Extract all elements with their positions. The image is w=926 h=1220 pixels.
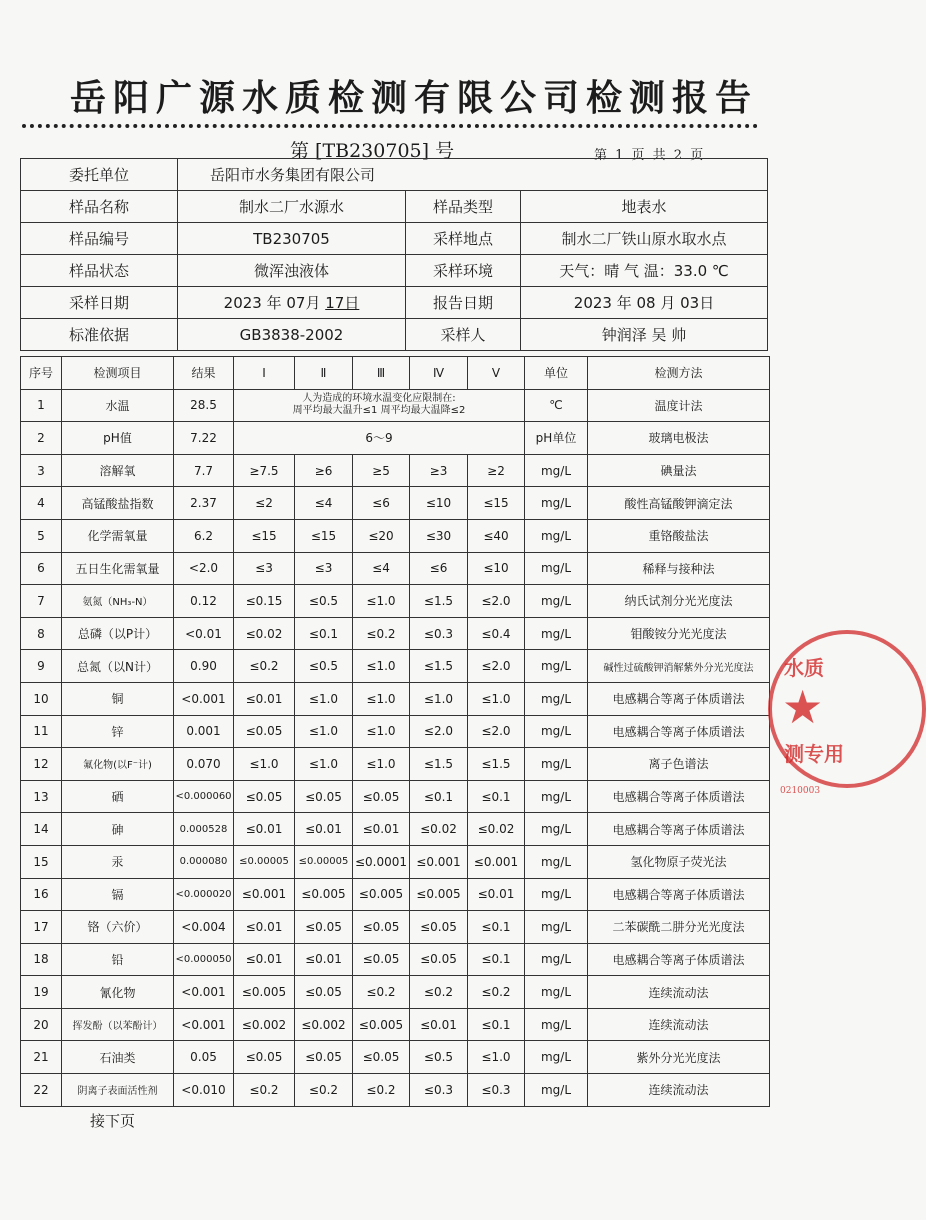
sample-name-label: 样品名称	[21, 191, 178, 223]
env-value: 天气：晴 气 温：33.0 ℃	[521, 255, 768, 287]
limit-class-5: ≤2.0	[468, 585, 525, 618]
limit-class-3: ≤4	[353, 552, 410, 585]
unit: mg/L	[525, 682, 588, 715]
table-row	[21, 650, 770, 683]
limit-class-2: ≤0.00005	[295, 845, 353, 878]
test-item: 溶解氧	[62, 454, 174, 487]
col-header: 检测项目	[62, 357, 174, 390]
limit-class-2: ≤0.1	[295, 617, 353, 650]
test-result: <0.000060	[174, 780, 234, 813]
table-row	[21, 976, 770, 1009]
limit-class-5: ≤0.1	[468, 1008, 525, 1041]
limit-class-1: ≤0.01	[234, 943, 295, 976]
test-method: 酸性高锰酸钾滴定法	[588, 487, 770, 520]
limit-class-2: ≤0.005	[295, 878, 353, 911]
col-header: Ⅰ	[234, 357, 295, 390]
limit-class-2: ≤0.01	[295, 943, 353, 976]
limit-class-1: ≥7.5	[234, 454, 295, 487]
test-item: 总氮（以N计）	[62, 650, 174, 683]
table-row	[21, 1074, 770, 1107]
unit: mg/L	[525, 1041, 588, 1074]
limit-class-5: ≤0.01	[468, 878, 525, 911]
limit-class-5: ≥2	[468, 454, 525, 487]
unit: mg/L	[525, 976, 588, 1009]
test-method: 连续流动法	[588, 976, 770, 1009]
sampler-label: 采样人	[406, 319, 521, 351]
table-row	[21, 682, 770, 715]
test-result: <0.000020	[174, 878, 234, 911]
col-header: 检测方法	[588, 357, 770, 390]
limit-class-5: ≤15	[468, 487, 525, 520]
test-item: 石油类	[62, 1041, 174, 1074]
test-method: 氢化物原子荧光法	[588, 845, 770, 878]
limit-class-4: ≤0.05	[410, 943, 468, 976]
limit-class-5: ≤0.001	[468, 845, 525, 878]
limit-class-5: ≤1.0	[468, 682, 525, 715]
limit-class-5: ≤10	[468, 552, 525, 585]
col-header: Ⅲ	[353, 357, 410, 390]
limit-class-1: ≤0.005	[234, 976, 295, 1009]
table-row	[21, 1008, 770, 1041]
test-method: 温度计法	[588, 389, 770, 422]
official-seal	[768, 630, 926, 796]
test-method: 电感耦合等离子体质谱法	[588, 813, 770, 846]
test-method: 电感耦合等离子体质谱法	[588, 715, 770, 748]
test-method: 碱性过硫酸钾消解紫外分光光度法	[588, 650, 770, 683]
unit: mg/L	[525, 650, 588, 683]
limit-class-1: ≤0.01	[234, 813, 295, 846]
limit-class-2: ≤0.05	[295, 976, 353, 1009]
report-title: 岳阳广源水质检测有限公司检测报告	[69, 78, 758, 119]
table-row	[21, 813, 770, 846]
limit-class-2: ≤0.002	[295, 1008, 353, 1041]
limit-class-1: ≤15	[234, 519, 295, 552]
row-number: 8	[21, 617, 62, 650]
limit-class-4: ≤10	[410, 487, 468, 520]
test-result: 0.001	[174, 715, 234, 748]
limit-class-3: ≤0.2	[353, 976, 410, 1009]
header-row-state	[21, 255, 768, 287]
test-item: 五日生化需氧量	[62, 552, 174, 585]
limit-class-2: ≤0.05	[295, 911, 353, 944]
limit-class-4: ≤0.001	[410, 845, 468, 878]
seal-code: 0210003	[780, 786, 821, 796]
test-result: 0.05	[174, 1041, 234, 1074]
location-value: 制水二厂铁山原水取水点	[521, 223, 768, 255]
table-row	[21, 552, 770, 585]
test-item: 挥发酚（以苯酚计）	[62, 1008, 174, 1041]
unit: mg/L	[525, 617, 588, 650]
unit: mg/L	[525, 519, 588, 552]
test-result: 0.90	[174, 650, 234, 683]
col-header: Ⅴ	[468, 357, 525, 390]
limit-class-1: ≤2	[234, 487, 295, 520]
row-number: 20	[21, 1008, 62, 1041]
limit-class-3: ≥5	[353, 454, 410, 487]
test-method: 电感耦合等离子体质谱法	[588, 682, 770, 715]
limit-class-4: ≥3	[410, 454, 468, 487]
limit-class-1: ≤0.15	[234, 585, 295, 618]
test-item: 阴离子表面活性剂	[62, 1074, 174, 1107]
test-result: <0.001	[174, 976, 234, 1009]
limit-class-2: ≤1.0	[295, 682, 353, 715]
test-item: 镉	[62, 878, 174, 911]
limit-class-1: ≤0.001	[234, 878, 295, 911]
unit: mg/L	[525, 813, 588, 846]
limit-class-1: ≤0.00005	[234, 845, 295, 878]
limit-class-1: ≤3	[234, 552, 295, 585]
col-header: 单位	[525, 357, 588, 390]
test-method: 重铬酸盐法	[588, 519, 770, 552]
test-result: <0.004	[174, 911, 234, 944]
header-row-sample-name	[21, 191, 768, 223]
limit-class-3: ≤0.2	[353, 1074, 410, 1107]
table-row	[21, 911, 770, 944]
limit-class-4: ≤0.1	[410, 780, 468, 813]
results-table	[20, 356, 770, 1107]
env-label: 采样环境	[406, 255, 521, 287]
row-number: 22	[21, 1074, 62, 1107]
limit-class-3: ≤0.2	[353, 617, 410, 650]
limit-class-2: ≤1.0	[295, 715, 353, 748]
limit-class-4: ≤0.01	[410, 1008, 468, 1041]
test-method: 离子色谱法	[588, 748, 770, 781]
unit: mg/L	[525, 748, 588, 781]
limit-class-3: ≤1.0	[353, 715, 410, 748]
unit: mg/L	[525, 715, 588, 748]
row-number: 1	[21, 389, 62, 422]
limit-class-3: ≤6	[353, 487, 410, 520]
limit-class-4: ≤1.5	[410, 650, 468, 683]
limit-class-3: ≤0.01	[353, 813, 410, 846]
test-item: 铅	[62, 943, 174, 976]
limit-class-3: ≤0.0001	[353, 845, 410, 878]
limit-class-2: ≤0.05	[295, 1041, 353, 1074]
row-number: 14	[21, 813, 62, 846]
row-number: 11	[21, 715, 62, 748]
date-label: 采样日期	[21, 287, 178, 319]
limit-class-2: ≤15	[295, 519, 353, 552]
row-number: 15	[21, 845, 62, 878]
date-value-prefix: 2023 年 07月	[223, 294, 326, 312]
test-result: 0.000080	[174, 845, 234, 878]
limit-class-2: ≤1.0	[295, 748, 353, 781]
col-header: 结果	[174, 357, 234, 390]
test-item: pH值	[62, 422, 174, 455]
table-row	[21, 519, 770, 552]
limit-class-2: ≤0.5	[295, 585, 353, 618]
test-result: <0.000050	[174, 943, 234, 976]
row-number: 17	[21, 911, 62, 944]
row-number: 9	[21, 650, 62, 683]
unit: mg/L	[525, 911, 588, 944]
row-number: 19	[21, 976, 62, 1009]
header-row-client	[21, 159, 768, 191]
test-method: 钼酸铵分光光度法	[588, 617, 770, 650]
limit-class-4: ≤0.05	[410, 911, 468, 944]
limit-class-4: ≤1.5	[410, 748, 468, 781]
test-item: 氟化物(以F⁻计)	[62, 748, 174, 781]
test-result: 0.12	[174, 585, 234, 618]
limit-class-5: ≤0.3	[468, 1074, 525, 1107]
limit-class-5: ≤1.5	[468, 748, 525, 781]
table-row	[21, 748, 770, 781]
test-result: 0.070	[174, 748, 234, 781]
row-number: 16	[21, 878, 62, 911]
row-number: 13	[21, 780, 62, 813]
location-label: 采样地点	[406, 223, 521, 255]
row-number: 3	[21, 454, 62, 487]
results-header-row	[21, 357, 770, 390]
limit-class-1: ≤0.01	[234, 682, 295, 715]
table-row	[21, 487, 770, 520]
page-info: 第 1 页 共 2 页	[594, 148, 704, 163]
limit-range: 6～9	[234, 422, 525, 455]
test-result: 0.000528	[174, 813, 234, 846]
test-item: 铬（六价）	[62, 911, 174, 944]
test-method: 紫外分光光度法	[588, 1041, 770, 1074]
test-item: 总磷（以P计）	[62, 617, 174, 650]
table-row	[21, 585, 770, 618]
row-number: 2	[21, 422, 62, 455]
test-result: 7.22	[174, 422, 234, 455]
sample-no-label: 样品编号	[21, 223, 178, 255]
limit-class-1: ≤0.002	[234, 1008, 295, 1041]
test-method: 电感耦合等离子体质谱法	[588, 943, 770, 976]
sample-no-value: TB230705	[178, 223, 406, 255]
row-number: 12	[21, 748, 62, 781]
test-item: 化学需氧量	[62, 519, 174, 552]
header-row-sample-no	[21, 223, 768, 255]
limit-class-1: ≤0.01	[234, 911, 295, 944]
table-row	[21, 1041, 770, 1074]
limit-class-2: ≤0.2	[295, 1074, 353, 1107]
test-item: 汞	[62, 845, 174, 878]
col-header: 序号	[21, 357, 62, 390]
test-method: 连续流动法	[588, 1008, 770, 1041]
limit-note: 人为造成的环境水温变化应限制在: 周平均最大温升≤1 周平均最大温降≤2	[234, 389, 525, 422]
limit-class-5: ≤0.1	[468, 911, 525, 944]
unit: mg/L	[525, 454, 588, 487]
state-label: 样品状态	[21, 255, 178, 287]
limit-class-4: ≤0.5	[410, 1041, 468, 1074]
test-result: <0.001	[174, 682, 234, 715]
limit-class-1: ≤1.0	[234, 748, 295, 781]
date-value	[178, 287, 406, 319]
limit-class-1: ≤0.02	[234, 617, 295, 650]
limit-class-5: ≤0.2	[468, 976, 525, 1009]
report-number: 第 [TB230705] 号	[290, 140, 455, 162]
test-result: <0.01	[174, 617, 234, 650]
col-header: Ⅱ	[295, 357, 353, 390]
test-item: 水温	[62, 389, 174, 422]
test-result: 2.37	[174, 487, 234, 520]
header-row-standard	[21, 319, 768, 351]
seal-text-top: 水质	[784, 656, 824, 680]
limit-class-1: ≤0.05	[234, 780, 295, 813]
table-row	[21, 422, 770, 455]
limit-class-5: ≤0.02	[468, 813, 525, 846]
test-item: 硒	[62, 780, 174, 813]
limit-class-2: ≤4	[295, 487, 353, 520]
header-row-date	[21, 287, 768, 319]
continued-note: 接下页	[90, 1112, 136, 1130]
row-number: 7	[21, 585, 62, 618]
limit-class-3: ≤0.005	[353, 1008, 410, 1041]
limit-class-4: ≤1.0	[410, 682, 468, 715]
row-number: 6	[21, 552, 62, 585]
unit: mg/L	[525, 780, 588, 813]
table-row	[21, 943, 770, 976]
limit-class-5: ≤0.1	[468, 780, 525, 813]
row-number: 21	[21, 1041, 62, 1074]
limit-class-4: ≤1.5	[410, 585, 468, 618]
test-result: 7.7	[174, 454, 234, 487]
sample-type-label: 样品类型	[406, 191, 521, 223]
unit: mg/L	[525, 552, 588, 585]
date-value-day: 17日	[325, 294, 360, 312]
limit-class-3: ≤0.005	[353, 878, 410, 911]
test-item: 高锰酸盐指数	[62, 487, 174, 520]
unit: mg/L	[525, 1074, 588, 1107]
standard-value: GB3838-2002	[178, 319, 406, 351]
table-row	[21, 617, 770, 650]
unit: mg/L	[525, 845, 588, 878]
limit-class-4: ≤2.0	[410, 715, 468, 748]
limit-class-5: ≤0.4	[468, 617, 525, 650]
limit-class-3: ≤1.0	[353, 585, 410, 618]
unit: ℃	[525, 389, 588, 422]
limit-class-1: ≤0.2	[234, 1074, 295, 1107]
test-item: 锌	[62, 715, 174, 748]
client-value: 岳阳市水务集团有限公司	[178, 159, 768, 191]
test-method: 二苯碳酰二肼分光光度法	[588, 911, 770, 944]
row-number: 10	[21, 682, 62, 715]
limit-class-2: ≤0.01	[295, 813, 353, 846]
unit: pH单位	[525, 422, 588, 455]
limit-class-2: ≤3	[295, 552, 353, 585]
test-method: 连续流动法	[588, 1074, 770, 1107]
test-result: 28.5	[174, 389, 234, 422]
table-row	[21, 878, 770, 911]
standard-label: 标准依据	[21, 319, 178, 351]
limit-class-3: ≤0.05	[353, 911, 410, 944]
state-value: 微浑浊液体	[178, 255, 406, 287]
table-row	[21, 845, 770, 878]
dotted-divider	[22, 124, 758, 128]
limit-class-3: ≤0.05	[353, 780, 410, 813]
sample-type-value: 地表水	[521, 191, 768, 223]
test-item: 铜	[62, 682, 174, 715]
limit-class-3: ≤1.0	[353, 650, 410, 683]
report-date-label: 报告日期	[406, 287, 521, 319]
limit-class-1: ≤0.05	[234, 715, 295, 748]
limit-class-4: ≤0.3	[410, 617, 468, 650]
limit-class-4: ≤6	[410, 552, 468, 585]
unit: mg/L	[525, 878, 588, 911]
limit-class-3: ≤0.05	[353, 943, 410, 976]
unit: mg/L	[525, 943, 588, 976]
test-method: 稀释与接种法	[588, 552, 770, 585]
test-method: 电感耦合等离子体质谱法	[588, 878, 770, 911]
test-result: <0.001	[174, 1008, 234, 1041]
test-item: 砷	[62, 813, 174, 846]
limit-class-2: ≤0.05	[295, 780, 353, 813]
limit-class-3: ≤0.05	[353, 1041, 410, 1074]
table-row	[21, 780, 770, 813]
sampler-value: 钟润泽 吴 帅	[521, 319, 768, 351]
test-method: 玻璃电极法	[588, 422, 770, 455]
limit-class-4: ≤0.005	[410, 878, 468, 911]
limit-class-3: ≤1.0	[353, 748, 410, 781]
limit-class-5: ≤2.0	[468, 650, 525, 683]
limit-class-4: ≤30	[410, 519, 468, 552]
limit-class-5: ≤0.1	[468, 943, 525, 976]
limit-class-4: ≤0.2	[410, 976, 468, 1009]
test-result: 6.2	[174, 519, 234, 552]
unit: mg/L	[525, 487, 588, 520]
table-row	[21, 454, 770, 487]
test-item: 氰化物	[62, 976, 174, 1009]
limit-class-5: ≤2.0	[468, 715, 525, 748]
row-number: 4	[21, 487, 62, 520]
client-label: 委托单位	[21, 159, 178, 191]
seal-text-bottom: 测专用	[784, 742, 844, 766]
row-number: 18	[21, 943, 62, 976]
test-result: <2.0	[174, 552, 234, 585]
limit-class-5: ≤40	[468, 519, 525, 552]
limit-class-4: ≤0.3	[410, 1074, 468, 1107]
report-date-value: 2023 年 08 月 03日	[521, 287, 768, 319]
test-result: <0.010	[174, 1074, 234, 1107]
unit: mg/L	[525, 1008, 588, 1041]
header-table	[20, 158, 768, 351]
limit-class-3: ≤1.0	[353, 682, 410, 715]
limit-class-2: ≥6	[295, 454, 353, 487]
sample-name-value: 制水二厂水源水	[178, 191, 406, 223]
limit-class-2: ≤0.5	[295, 650, 353, 683]
limit-class-4: ≤0.02	[410, 813, 468, 846]
seal-star-icon: ★	[782, 680, 824, 734]
results-body	[21, 389, 770, 1106]
test-method: 电感耦合等离子体质谱法	[588, 780, 770, 813]
col-header: Ⅳ	[410, 357, 468, 390]
test-item: 氨氮（NH₃-N）	[62, 585, 174, 618]
table-row	[21, 715, 770, 748]
row-number: 5	[21, 519, 62, 552]
table-row	[21, 389, 770, 422]
limit-class-5: ≤1.0	[468, 1041, 525, 1074]
limit-class-1: ≤0.05	[234, 1041, 295, 1074]
limit-class-1: ≤0.2	[234, 650, 295, 683]
unit: mg/L	[525, 585, 588, 618]
limit-class-3: ≤20	[353, 519, 410, 552]
test-method: 碘量法	[588, 454, 770, 487]
test-method: 纳氏试剂分光光度法	[588, 585, 770, 618]
